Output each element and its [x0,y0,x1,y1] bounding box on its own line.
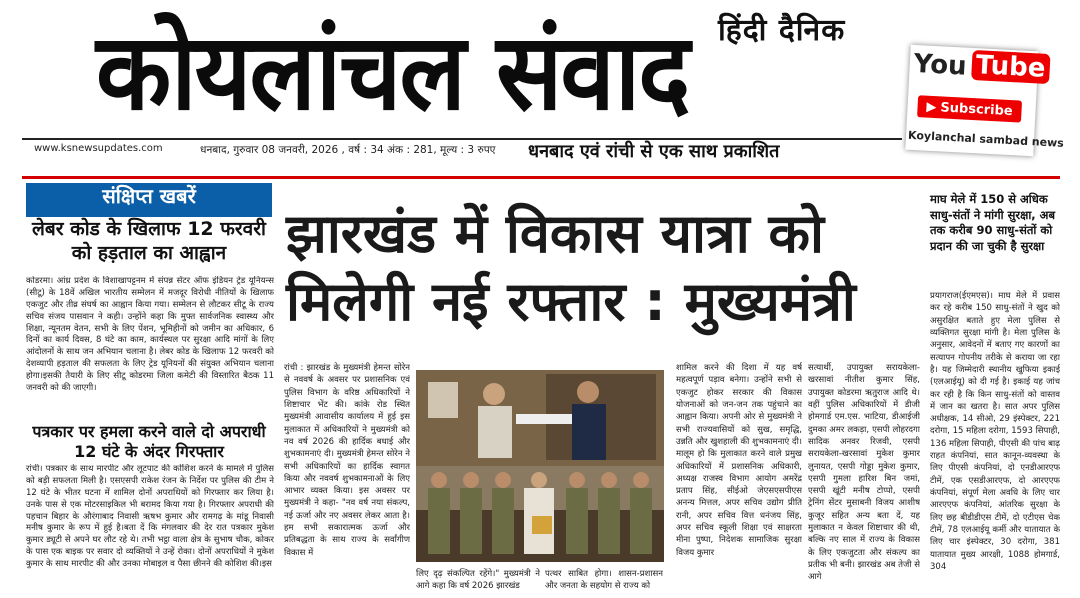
dateline: धनबाद, गुरुवार 08 जनवरी, 2026 , वर्ष : 34 अंक : 281, मूल्य : 3 रुपए [200,144,496,156]
youtube-logo-you: You [913,48,968,82]
brief-headline-1: लेबर कोड के खिलाफ 12 फरवरी को हड़ताल का आह्वान [32,218,266,264]
tagline: धनबाद एवं रांची से एक साथ प्रकाशित [528,141,780,162]
news-photo [416,370,664,562]
brief-headline-2: पत्रकार पर हमला करने वाले दो अपराधी 12 घंटे के अंदर गिरफ्तार [32,422,266,461]
masthead-title: कोयलांचल संवाद [96,11,689,135]
briefs-label: संक्षिप्त खबरें [102,184,196,208]
bell-icon: ▶ [926,99,937,115]
main-column-1: रांची : झारखंड के मुख्यमंत्री हेमन्त सोरेन से नववर्ष के अवसर पर प्रशासनिक एवं पुलिस विभाग के वरिष्ठ अधिकारियों ने शिष्टाचार भेंट की। कांके रोड स्थित मुख्यमंत्री आवासीय कार्यालय में हुई इस मुलाकात में अधिकारियों ने मुख्यमंत्री को नव वर्ष 2026 की हार्दिक बधाई और शुभकामनाएं दी। मुख्यमंत्री हेमन्त सोरेन ने सभी अधिकारियों का हार्दिक स्वागत किया और नववर्ष शुभकामनाओं के लिए आभार व्यक्त किया। इस अवसर पर मुख्यमंत्री ने कहा- "नव वर्ष नया संकल्प, नई ऊर्जा और नए अवसर लेकर आता है। हम सभी सकारात्मक ऊर्जा और प्रतिबद्धता के साथ राज्य के सर्वांगीण विकास में [284,363,410,558]
masthead-subtitle: हिंदी दैनिक [718,13,846,48]
youtube-logo-tube: Tube [971,50,1050,84]
youtube-badge[interactable] [905,45,1065,157]
brief-body-2: रांची। पत्रकार के साथ मारपीट और लूटपाट की कोशिश करने के मामले में पुलिस को बड़ी सफलता मिली है। एसएसपी राकेश रंजन के निर्देश पर पुलिस की टीम ने 12 घंटे के भीतर घटना में शामिल दोनों अपराधियों को गिरफ्तार कर लिया है। उनके पास से एक मोटरसाइकिल भी बरामद किया गया है। गिरफ्तार अपराधी की पहचान बिहार के औरंगाबाद निवासी ऋषभ कुमार और रामगढ़ के मांडू निवासी मनीष कुमार के रूप में हुई है।बता दें कि मंगलवार की देर रात पत्रकार मुकेश कुमार ड्यूटी से अपने घर लौट रहे थे। तभी भट्ठा वाला क्षेत्र के सुभाष चौक, कोकर के पास एक बाइक पर सवार दो व्यक्तियों ने उन्हें रोका। दोनों अपराधियों ने मुकेश कुमार के साथ मारपीट की और उनका मोबाइल व पैसा छीनने की कोशिश की।इस [26,464,274,570]
side-story-body: प्रयागराज(ईएमएस)। माघ मेले में प्रवास कर रहे करीब 150 साधु-संतों ने खुद को असुरक्षित बताते हुए मेला पुलिस से व्यक्तिगत सुरक्षा मांगी है। मेला पुलिस के अनुसार, आवेदनों में बताए गए कारणों का सत्यापन गोपनीय तरीके से कराया जा रहा है। यह जिम्मेदारी स्थानीय खुफिया इकाई (एलआईयू) को दी गई है। इकाई यह जांच कर रही है कि किन साधु-संतों को वास्तव में जान का खतरा है। सात अपर पुलिस अधीक्षक, 14 सीओ, 29 इंस्पेक्टर, 221 दरोगा, 15 महिला दरोगा, 1593 सिपाही, 136 महिला सिपाही, पीएसी की पांच बाढ़ राहत कंपनियां, सात कानून-व्यवस्था के लिए पीएसी कंपनियां, दो एनडीआरएफ टीमें, एक एसडीआरएफ, दो आरएएफ कंपनियां, संपूर्ण मेला अवधि के लिए चार आरएएफ कंपनियां, आंतरिक सुरक्षा के लिए छह बीडीडीएस टीमें, दो एटीएस चेक टीमें, 78 एलआईयू कर्मी और यातायात के लिए चार इंस्पेक्टर, 30 दरोगा, 381 यातायात मुख्य आरक्षी, 1088 होमगार्ड, 304 [930,291,1060,572]
channel-name: Koylanchal sambad news [907,128,1065,150]
brief-body-1: कोडरमा। आंध्र प्रदेश के विशाखापट्टनम में संपन्न सेंटर ऑफ इंडियन ट्रेड यूनियन्स (सीटू) के 18वें अखिल भारतीय सम्मेलन में मजदूर विरोधी नीतियों के खिलाफ एकजुट और तीव्र संघर्ष का आह्वान किया गया। सम्मेलन से लौटकर सीटू के राज्य सचिव संजय पासवान ने कही। उन्होंने कहा कि मुफ्त सार्वजनिक स्वास्थ्य और शिक्षा, न्यूनतम वेतन, सभी के लिए पेंशन, भूमिहीनों को जमीन का अधिकार, 6 दिनों का कार्य दिवस, 8 घंटे का काम, कार्यस्थल पर सुरक्षा आदि मांगों के लिए आंदोलनों के साथ जन अभियान चलाना है। लेबर कोड के खिलाफ 12 फरवरी को देशव्यापी हड़ताल की सफलता के लिए ट्रेड यूनियनों की संयुक्त अभियान चलाना होगा।इसकी तैयारी के लिए सीटू कोडरमा जिला कमेटी की विस्तारित बैठक 11 जनवरी को की जाएगी। [26,276,274,394]
main-column-2: शामिल करने की दिशा में यह वर्ष महत्वपूर्ण पड़ाव बनेगा। उन्होंने सभी से एकजुट होकर सरकार की विकास योजनाओं को जन-जन तक पहुंचाने का आह्वान किया। अपनी ओर से मुख्यमंत्री ने सभी राज्यवासियों को सुख, समृद्धि, उन्नति और खुशहाली की शुभकामनाएं दी। मालूम हो कि मुलाकात करने वाले प्रमुख अधिकारियों में प्रशासनिक अधिकारी, अध्यक्ष राजस्व विभाग आयोग अमरेंद्र प्रताप सिंह, सीईओ जेएसएसपीएस अनन्य मित्तल, अपर सचिव उद्योग प्रीति रानी, अपर सचिव वित्त धनंजय सिंह, अपर सचिव स्कूली शिक्षा एवं साक्षरता मीना पुष्पा, निदेशक सामाजिक सुरक्षा विजय कुमार [676,363,802,558]
main-headline: झारखंड में विकास यात्रा को मिलेगी नई रफ्तार : मुख्यमंत्री [286,202,856,333]
photo-illustration [416,370,664,562]
main-column-1-continued: लिए दृढ़ संकल्पित रहेंगे।" मुख्यमंत्री ने आगे कहा कि वर्ष 2026 झारखंड [416,569,540,592]
website-link[interactable]: www.ksnewsupdates.com [34,143,163,154]
main-column-3: सत्यार्थी, उपायुक्त सरायकेला-खरसावां नीतीश कुमार सिंह, उपायुक्त कोडरमा ऋतुराज आदि थे। वहीं पुलिस अधिकारियों में डीजी होमगार्ड एम.एस. भाटिया, डीआईजी दुमका अमर लकड़ा, एसपी लोहरदगा सादिक अनवर रिजवी, एसपी सरायकेला-खरसावां मुकेश कुमार लुनायत, एसपी गोड्डा मुकेश कुमार, एसपी गुमला हारिश बिन जमां, एसपी खूंटी मनीष टोप्पो, एसपी ट्रेनिंग सेंटर मुसाबनी विजय आशीष कुजूर सहित अन्य बता दें, यह मुलाकात न केवल शिष्टाचार की थी, बल्कि नए साल में राज्य के विकास के लिए एकजुटता और संकल्प का प्रतीक भी बनी। झारखंड अब तेजी से आगे [808,363,920,583]
main-column-2-continued: पत्थर साबित होगा। शासन-प्रशासन और जनता के सहयोग से राज्य को [545,569,663,592]
subscribe-button[interactable] [917,95,1022,122]
side-headline: माघ मेले में 150 से अधिक साधु-संतों ने मांगी सुरक्षा, अब तक करीब 90 साधु-संतों को प्रदान की जा चुकी है सुरक्षा [930,192,1056,253]
red-divider [22,176,1060,179]
subscribe-label: Subscribe [940,99,1014,119]
